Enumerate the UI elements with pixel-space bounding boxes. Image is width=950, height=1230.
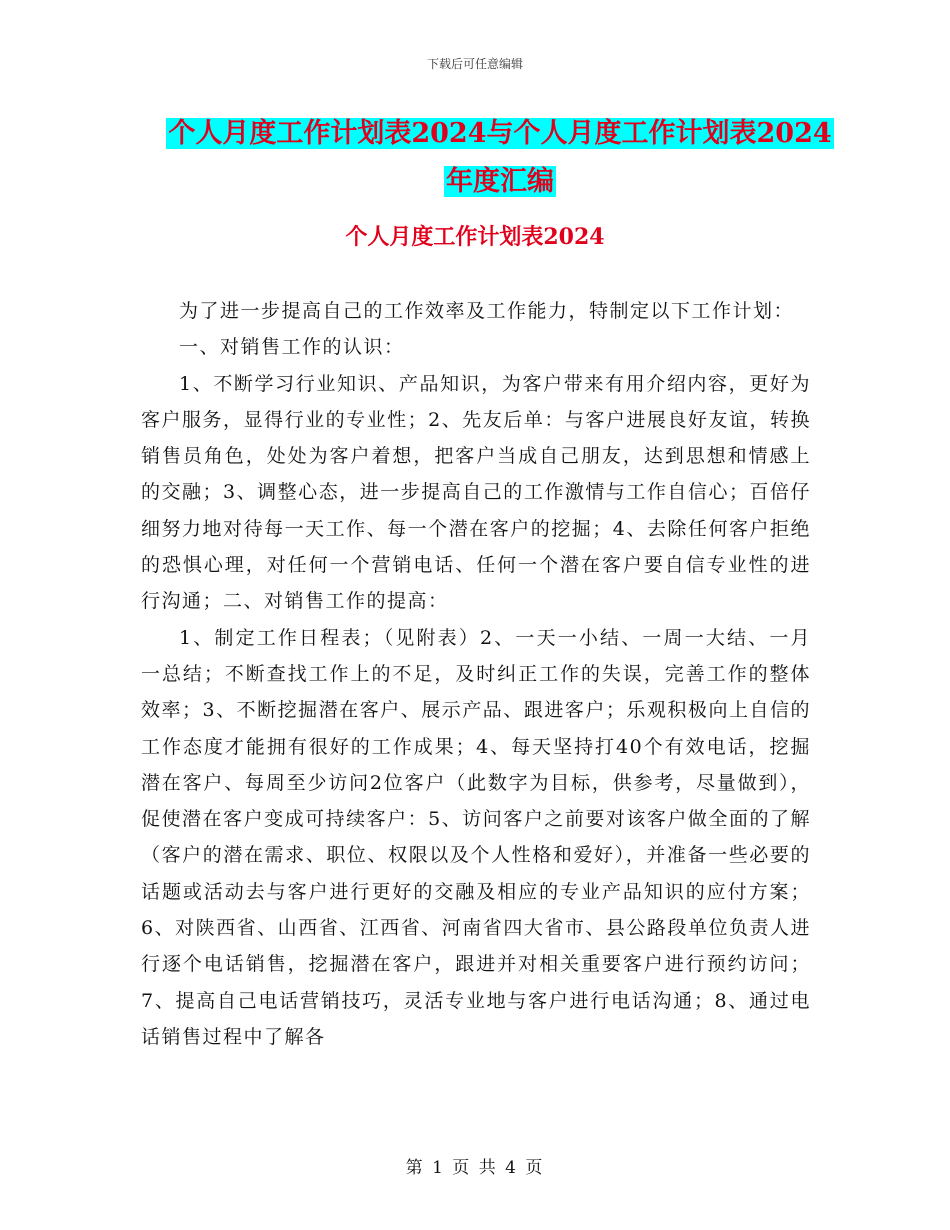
paragraph: 1、制定工作日程表；（见附表）2、一天一小结、一周一大结、一月一总结；不断查找工作上的不足，及时纠正工作的失误，完善工作的整体效率；3、不断挖掘潜在客户、展示产品、跟进客户；乐观积极向上自信的工作态度才能拥有很好的工作成果；4、每天坚持打40个有效电话，挖掘潜在客户、每周至少访问2位客户（此数字为目标，供参考，尽量做到），促使潜在客户变成可持续客户：5、访问客户之前要对该客户做全面的了解（客户的潜在需求、职位、权限以及个人性格和爱好），并准备一些必要的话题或活动去与客户进行更好的交融及相应的专业产品知识的应付方案；6、对陕西省、山西省、江西省、河南省四大省市、县公路段单位负责人进行逐个电话销售，挖掘潜在客户，跟进并对相关重要客户进行预约访问；7、提高自己电话营销技巧，灵活专业地与客户进行电话沟通；8、通过电话销售过程中了解各 xyxy=(141,626,811,1048)
title-line-2: 年度汇编 xyxy=(446,166,554,197)
paragraph: 为了进一步提高自己的工作效率及工作能力，特制定以下工作计划： xyxy=(179,300,795,322)
header-note: 下载后可任意编辑 xyxy=(426,57,523,71)
section-title: 个人月度工作计划表2024 xyxy=(345,224,605,250)
document-body xyxy=(141,293,811,1055)
page-number: 第 1 页 共 4 页 xyxy=(405,1158,545,1178)
document-title xyxy=(140,110,860,206)
paragraph: 1、不断学习行业知识、产品知识，为客户带来有用介绍内容，更好为客户服务，显得行业的专业性；2、先友后单：与客户进展良好友谊，转换销售员角色，处处为客户着想，把客户当成自己朋友，达到思想和情感上的交融；3、调整心态，进一步提高自己的工作激情与工作自信心；百倍仔细努力地对待每一天工作、每一个潜在客户的挖掘；4、去除任何客户拒绝的恐惧心理，对任何一个营销电话、任何一个潜在客户要自信专业性的进行沟通；二、对销售工作的提高： xyxy=(141,372,811,613)
paragraph: 一、对销售工作的认识： xyxy=(179,336,405,359)
title-line-1: 个人月度工作计划表2024与个人月度工作计划表2024 xyxy=(168,118,832,149)
